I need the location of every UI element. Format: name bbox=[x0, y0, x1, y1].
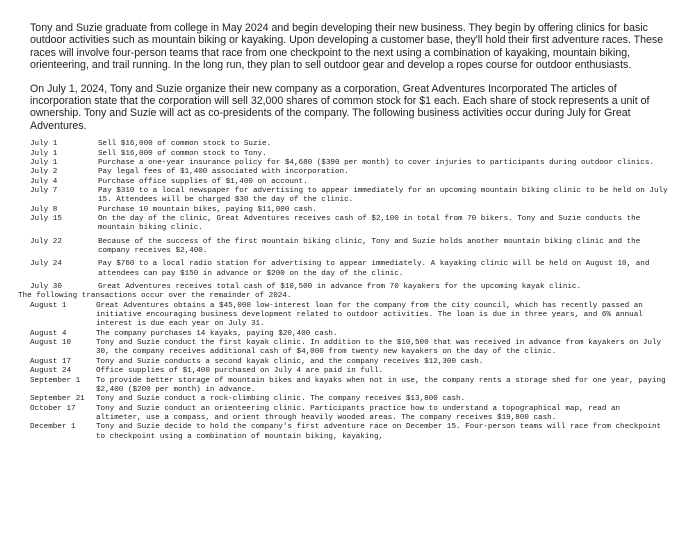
transaction-text: Tony and Suzie conducts a second kayak clinic, and the company receives $12,300 cash. bbox=[96, 357, 484, 366]
transaction-row bbox=[30, 367, 670, 376]
transaction-text: Because of the success of the first mountain biking clinic, Tony and Suzie holds another mountain biking clinic and the company receives $2,400. bbox=[98, 237, 641, 256]
transaction-row bbox=[30, 150, 670, 159]
transaction-date: September 21 bbox=[30, 395, 85, 404]
transaction-date: July 2 bbox=[30, 168, 58, 177]
transaction-date: July 4 bbox=[30, 177, 58, 186]
transaction-row bbox=[30, 159, 670, 168]
transaction-row bbox=[30, 330, 670, 339]
transaction-date: July 24 bbox=[30, 260, 62, 269]
transaction-date: July 22 bbox=[30, 237, 62, 246]
transaction-date: July 1 bbox=[30, 158, 58, 167]
transaction-date: December 1 bbox=[30, 423, 76, 432]
transaction-row bbox=[30, 423, 670, 442]
transaction-row bbox=[30, 187, 670, 206]
transaction-text: Pay legal fees of $1,400 associated with incorporation. bbox=[98, 168, 349, 177]
transaction-text: Sell $16,000 of common stock to Suzie. bbox=[98, 140, 272, 149]
transaction-text: Purchase a one-year insurance policy for $4,680 ($390 per month) to cover injuries to participants during outdoor clinics. bbox=[98, 158, 654, 167]
transaction-row bbox=[30, 178, 670, 187]
transaction-row bbox=[30, 140, 670, 149]
transaction-row bbox=[30, 260, 670, 279]
remainder-heading: The following transactions occur over the remainder of 2024. bbox=[18, 292, 292, 301]
transaction-date: July 8 bbox=[30, 205, 58, 214]
transaction-row bbox=[30, 238, 670, 257]
transaction-text: Pay $310 to a local newspaper for advertising to appear immediately for an upcoming mountain biking clinic to be held on July 15. Attendees will be charged $30 the day of the clinic. bbox=[98, 186, 668, 205]
intro-paragraph-1: Tony and Suzie graduate from college in May 2024 and begin developing their new business. They begin by offering clinics for basic outdoor activities such as mountain biking or kayaking. Upon developing a customer base, they'll hold their first adventure races. These races will involve four-person teams that race from one checkpoint to the next using a combination of kayaking, mountain biking, orienteering, and trail running. In the long run, they plan to sell outdoor gear and develop a ropes course for outdoor enthusiasts. bbox=[30, 22, 664, 72]
intro-paragraph-2: On July 1, 2024, Tony and Suzie organize their new company as a corporation, Great Adventures Incorporated The articles of incorporation state that the corporation will sell 32,000 shares of common stock for $1 each. Each share of stock represents a unit of ownership. Tony and Suzie will act as co-presidents of the company. The following business activities occur during July for Great Adventures. bbox=[30, 82, 650, 132]
transaction-text: Great Adventures receives total cash of $10,500 in advance from 70 kayakers for the upcoming kayak clinic. bbox=[98, 283, 582, 292]
transaction-date: July 7 bbox=[30, 186, 58, 195]
transaction-text: Purchase office supplies of $1,400 on account. bbox=[98, 177, 308, 186]
transaction-text: Pay $760 to a local radio station for advertising to appear immediately. A kayaking clinic will be held on August 10, and attendees can pay $150 in advance or $200 on the day of the clinic. bbox=[98, 260, 650, 278]
transaction-date: August 4 bbox=[30, 329, 67, 338]
transaction-text: Tony and Suzie conduct a rock-climbing clinic. The company receives $13,800 cash. bbox=[96, 395, 466, 404]
transaction-row bbox=[30, 283, 670, 292]
transaction-date: July 15 bbox=[30, 215, 62, 223]
transaction-date: August 1 bbox=[30, 301, 67, 310]
transaction-text: To provide better storage of mountain bikes and kayaks when not in use, the company rents a storage shed for one year, paying $2,400 ($200 per month) in advance. bbox=[96, 376, 666, 394]
transaction-row bbox=[30, 206, 670, 215]
transaction-text: On the day of the clinic, Great Adventures receives cash of $2,100 in total from 70 bikers. Tony and Suzie conducts the mountain biking clinic. bbox=[98, 215, 641, 233]
transaction-date: August 17 bbox=[30, 357, 72, 366]
transaction-text: Purchase 10 mountain bikes, paying $11,000 cash. bbox=[98, 205, 317, 214]
transaction-row bbox=[30, 215, 670, 234]
transaction-date: July 1 bbox=[30, 149, 58, 158]
transaction-date: July 1 bbox=[30, 140, 58, 149]
transaction-date: July 30 bbox=[30, 283, 62, 292]
transaction-text: The company purchases 14 kayaks, paying $20,400 cash. bbox=[96, 329, 338, 338]
transaction-row bbox=[30, 168, 670, 177]
transaction-row bbox=[30, 377, 670, 396]
transaction-text: Tony and Suzie conduct the first kayak clinic. In addition to the $10,500 that was received in advance from kayakers on July 30, the company receives additional cash of $4,000 from twenty new kayakers on the day of the clinic. bbox=[96, 339, 662, 357]
transaction-row bbox=[30, 395, 670, 404]
transaction-list bbox=[18, 140, 670, 442]
transaction-date: October 17 bbox=[30, 404, 76, 413]
transaction-row bbox=[30, 405, 670, 424]
transaction-text: Office supplies of $1,400 purchased on July 4 are paid in full. bbox=[96, 367, 384, 376]
transaction-date: August 10 bbox=[30, 339, 72, 348]
transaction-date: August 24 bbox=[30, 367, 72, 376]
transaction-text: Great Adventures obtains a $45,000 low-interest loan for the company from the city council, which has recently passed an initiative encouraging business development related to outdoor activities. The loan is due in three years, and 6% annual interest is due each year on July 31. bbox=[96, 301, 643, 329]
transaction-text: Sell $16,000 of common stock to Tony. bbox=[98, 149, 267, 158]
transaction-row bbox=[30, 302, 670, 330]
transaction-text: Tony and Suzie decide to hold the company's first adventure race on December 15. Four-person teams will race from checkpoint to checkpoint using a combination of mountain biking, kayaking, bbox=[96, 423, 662, 441]
transaction-row bbox=[30, 339, 670, 358]
transaction-date: September 1 bbox=[30, 376, 81, 385]
transaction-text: Tony and Suzie conduct an orienteering clinic. Participants practice how to understand a topographical map, read an altimeter, use a compass, and orient through heavily wooded areas. The company receives $19,800 cash. bbox=[96, 404, 621, 422]
transaction-row bbox=[30, 358, 670, 367]
